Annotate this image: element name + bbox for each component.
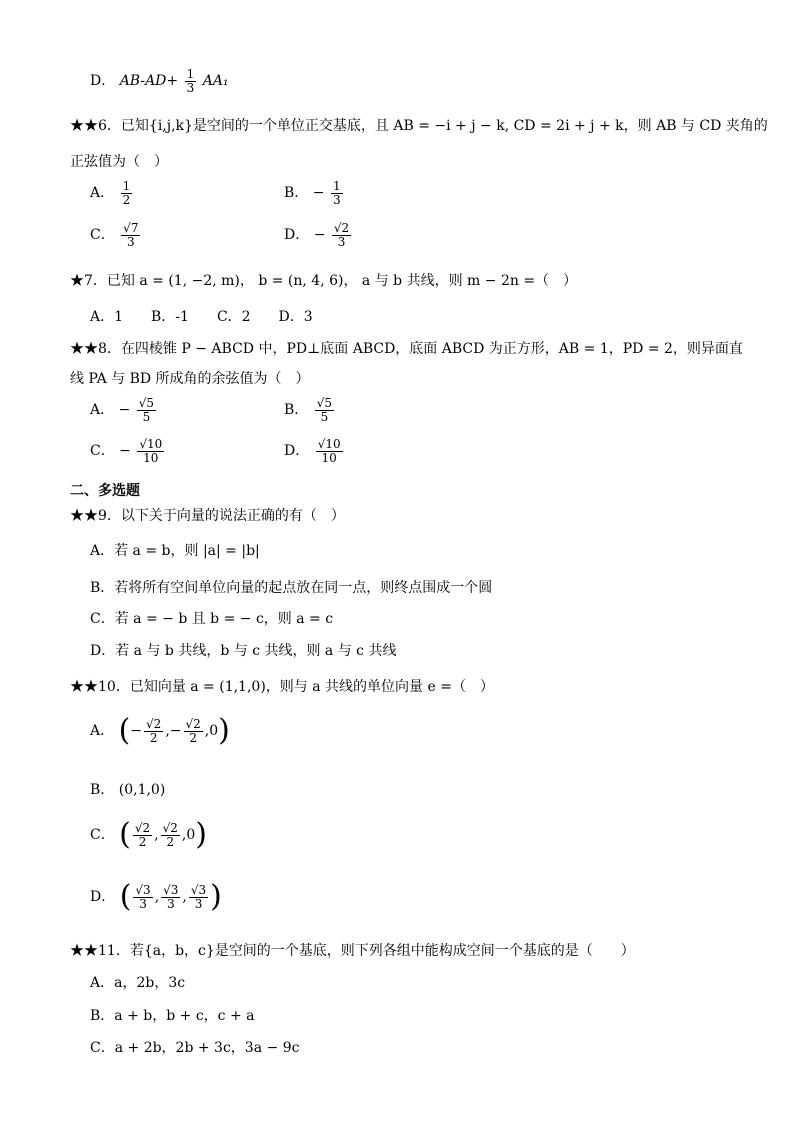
option-label: C． xyxy=(90,827,115,843)
q8-option-c[interactable] xyxy=(90,438,166,464)
fraction-numerator: √10 xyxy=(317,437,341,451)
option-label: A． xyxy=(90,402,115,419)
q6-option-d[interactable] xyxy=(284,222,353,248)
option-tail: 0 xyxy=(209,723,219,739)
fraction-numerator: √5 xyxy=(316,396,333,410)
fraction-numerator: 1 xyxy=(122,179,131,193)
option-fraction xyxy=(184,718,203,744)
fraction-denominator: 2 xyxy=(166,834,175,849)
fraction-numerator: √5 xyxy=(138,396,155,410)
left-paren: ( xyxy=(118,713,131,748)
option-fraction xyxy=(144,718,163,744)
fraction-numerator: √2 xyxy=(146,716,162,731)
q6-option-c[interactable] xyxy=(90,222,142,248)
option-text: (0,1,0) xyxy=(118,782,166,798)
option-sign: − xyxy=(313,227,326,244)
q11-option-b[interactable]: B．a + b，b + c，c + a xyxy=(90,1008,255,1024)
option-label: D． xyxy=(90,889,116,905)
q8-stem-line1: ★★8．在四棱锥 P − ABCD 中，PD⊥底面 ABCD，底面 ABCD 为正方形，AB = 1，PD = 2，则异面直 xyxy=(70,341,743,357)
fraction-denominator: 3 xyxy=(194,896,203,911)
section-title: 二、多选题 xyxy=(70,483,140,499)
q10-option-b[interactable] xyxy=(90,779,165,799)
q10-option-d[interactable]: D． ( $\frac{√3}{3}$ , $\frac{√3}{3}$ , $\frac{√3}{3}$ ) xyxy=(90,879,222,914)
fraction-numerator: √2 xyxy=(162,820,178,835)
left-paren: ( xyxy=(119,817,131,852)
q11-option-a[interactable]: A．a，2b，3c xyxy=(90,975,186,991)
option-fraction xyxy=(315,397,334,423)
option-label: D． xyxy=(284,227,310,244)
fraction-numerator: √7 xyxy=(123,221,139,235)
option-sign: − xyxy=(118,402,131,419)
option-fraction xyxy=(137,397,156,423)
option-fraction xyxy=(189,884,208,910)
fraction-denominator: 10 xyxy=(321,450,337,465)
option-label: C． xyxy=(90,227,115,244)
option-tail: 0 xyxy=(186,827,196,843)
fraction-denominator: 3 xyxy=(332,192,341,207)
fraction-numerator: √10 xyxy=(139,437,163,451)
option-fraction xyxy=(161,884,180,910)
option-sign: − xyxy=(119,443,131,460)
q8-option-a[interactable] xyxy=(90,397,158,423)
q7-stem: ★7．已知 a = (1, −2, m)， b = (n, 4, 6)， a 与 b 共线，则 m − 2n =（ ） xyxy=(70,273,578,289)
q5-option-d-expr: AB-AD+ xyxy=(119,73,179,90)
left-paren: ( xyxy=(119,879,132,914)
option-fraction xyxy=(331,180,343,206)
right-paren: ) xyxy=(195,817,207,852)
q8-option-b[interactable] xyxy=(284,397,336,423)
fraction-denominator: 2 xyxy=(122,192,131,207)
option-fraction xyxy=(121,180,133,206)
option-label: B． xyxy=(284,185,309,202)
q9-option-d[interactable]: D．若 a 与 b 共线，b 与 c 共线，则 a 与 c 共线 xyxy=(90,643,397,659)
fraction-denominator: 2 xyxy=(149,730,158,745)
fraction-denominator: 3 xyxy=(139,896,147,911)
option-label: A． xyxy=(90,723,115,739)
option-fraction xyxy=(332,222,351,248)
q6-stem-line1: ★★6．已知{i,j,k}是空间的一个单位正交基底，且 AB = −i + j − k, CD = 2i + j + k，则 AB 与 CD 夹角的 xyxy=(70,118,768,134)
fraction-numerator: √3 xyxy=(163,882,179,897)
q11-option-c[interactable]: C．a + 2b，2b + 3c，3a − 9c xyxy=(90,1040,300,1056)
fraction-denominator: 3 xyxy=(186,80,195,95)
q5-option-d-label: D． xyxy=(90,73,116,90)
q10-option-c[interactable]: C． ( $\frac{√2}{2}$ , $\frac{√2}{2}$ ,0) xyxy=(90,817,207,852)
option-fraction xyxy=(137,438,164,464)
q8-stem-line2: 线 PA 与 BD 所成角的余弦值为（ ） xyxy=(70,371,310,387)
fraction-denominator: 3 xyxy=(126,234,135,249)
fraction-denominator: 3 xyxy=(166,896,175,911)
option-label: C． xyxy=(90,443,115,460)
right-paren: ) xyxy=(210,879,222,914)
option-fraction xyxy=(316,438,343,464)
option-label: A． xyxy=(90,185,115,202)
fraction-numerator: 1 xyxy=(332,179,341,193)
q9-option-a[interactable]: A．若 a = b，则 |a| = |b| xyxy=(90,543,260,559)
option-fraction xyxy=(133,822,152,848)
option-label: B． xyxy=(284,402,309,419)
q11-stem: ★★11．若{a，b，c}是空间的一个基底，则下列各组中能构成空间一个基底的是（ ） xyxy=(70,943,635,959)
q9-option-c[interactable]: C．若 a = − b 且 b = − c，则 a = c xyxy=(90,611,334,627)
fraction-numerator: √3 xyxy=(190,882,207,897)
q6-stem-line2: 正弦值为（ ） xyxy=(70,154,168,170)
option-fraction xyxy=(121,222,140,248)
q5-option-d-tail: AA₁ xyxy=(202,73,229,90)
fraction-denominator: 3 xyxy=(337,234,346,249)
option-sign: − xyxy=(169,723,182,739)
q6-option-b[interactable] xyxy=(284,180,345,206)
fraction-denominator: 5 xyxy=(142,409,151,424)
q5-option-d[interactable] xyxy=(90,68,229,94)
q7-options[interactable]: A．1 B．-1 C．2 D．3 xyxy=(90,309,313,325)
q6-option-a[interactable] xyxy=(90,180,134,206)
option-sign: − xyxy=(130,723,143,739)
fraction-numerator: √3 xyxy=(135,882,151,897)
fraction-denominator: 2 xyxy=(138,834,147,849)
fraction-numerator: √2 xyxy=(185,716,201,731)
fraction-denominator: 10 xyxy=(143,450,159,465)
fraction-numerator: 1 xyxy=(186,67,195,81)
right-paren: ) xyxy=(218,713,230,748)
q9-option-b[interactable]: B．若将所有空间单位向量的起点放在同一点，则终点围成一个圆 xyxy=(90,580,493,596)
option-fraction xyxy=(133,884,152,910)
q10-stem: ★★10．已知向量 a = (1,1,0)，则与 a 共线的单位向量 e =（ ） xyxy=(70,679,494,695)
fraction-denominator: 2 xyxy=(189,730,197,745)
q5-option-d-fraction xyxy=(185,68,197,94)
q10-option-a[interactable]: A． (− $\frac{√2}{2}$ ,− $\frac{√2}{2}$ ,0) xyxy=(90,713,230,748)
option-label: B． xyxy=(90,782,115,798)
q8-option-d[interactable] xyxy=(284,438,345,464)
fraction-denominator: 5 xyxy=(320,409,329,424)
option-sign: − xyxy=(312,185,325,202)
q9-stem: ★★9．以下关于向量的说法正确的有（ ） xyxy=(70,508,345,524)
option-label: D． xyxy=(284,443,310,460)
option-fraction xyxy=(161,822,180,848)
fraction-numerator: √2 xyxy=(134,820,151,835)
fraction-numerator: √2 xyxy=(333,221,350,235)
